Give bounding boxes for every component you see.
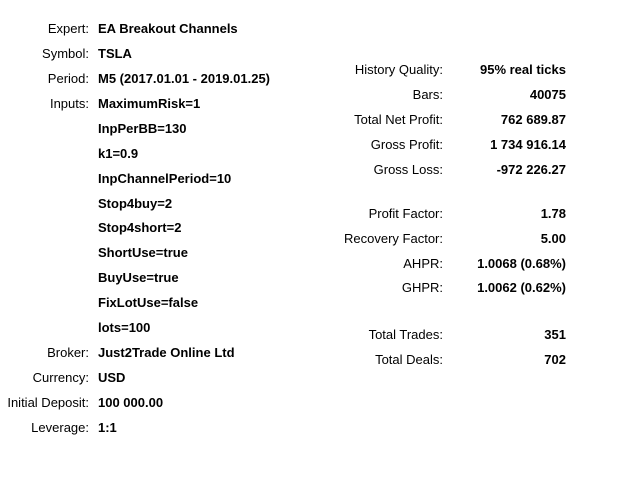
row-value: 5.00 — [540, 230, 566, 246]
settings-row — [0, 265, 270, 290]
row-value: InpChannelPeriod=10 — [98, 170, 232, 186]
settings-row — [0, 365, 270, 390]
settings-row — [0, 141, 270, 166]
row-label: Symbol: — [42, 45, 89, 61]
row-value: InpPerBB=130 — [98, 120, 187, 136]
row-label: Total Net Profit: — [354, 111, 443, 127]
results-row — [336, 157, 566, 182]
settings-row — [0, 216, 270, 241]
row-label: AHPR: — [403, 255, 443, 271]
settings-row — [0, 315, 270, 340]
row-value: Just2Trade Online Ltd — [98, 345, 235, 361]
settings-row — [0, 340, 270, 365]
settings-column — [0, 16, 270, 440]
row-value: 95% real ticks — [479, 61, 566, 77]
row-value: -972 226.27 — [496, 161, 566, 177]
settings-row — [0, 290, 270, 315]
settings-row — [0, 91, 270, 116]
settings-row — [0, 415, 270, 440]
row-label: Gross Loss: — [373, 161, 443, 177]
row-label: Broker: — [47, 345, 89, 361]
row-label: Recovery Factor: — [344, 230, 443, 246]
settings-row — [0, 166, 270, 191]
row-value: Stop4short=2 — [98, 220, 182, 236]
row-value: Stop4buy=2 — [98, 195, 173, 211]
results-column — [336, 57, 566, 372]
results-row — [336, 82, 566, 107]
results-row — [336, 201, 566, 226]
row-value: k1=0.9 — [98, 145, 139, 161]
row-value: 1.0068 (0.68%) — [477, 255, 566, 271]
row-label: Profit Factor: — [368, 205, 443, 221]
row-label: Bars: — [412, 86, 443, 102]
row-value: M5 (2017.01.01 - 2019.01.25) — [98, 70, 271, 86]
row-value: MaximumRisk=1 — [98, 95, 201, 111]
row-value: 351 — [544, 327, 566, 343]
row-label: Total Trades: — [368, 327, 443, 343]
row-value: 702 — [544, 352, 566, 368]
row-value: 1.78 — [540, 205, 566, 221]
settings-row — [0, 390, 270, 415]
row-value: lots=100 — [98, 320, 151, 336]
row-label: Initial Deposit: — [7, 395, 89, 411]
row-value: TSLA — [98, 45, 132, 61]
row-label: Currency: — [32, 370, 89, 386]
results-row — [336, 276, 566, 301]
settings-row — [0, 41, 270, 66]
row-label: History Quality: — [354, 61, 443, 77]
settings-row — [0, 240, 270, 265]
results-row — [336, 251, 566, 276]
row-value: FixLotUse=false — [98, 295, 199, 311]
row-value: 100 000.00 — [98, 395, 164, 411]
row-value: BuyUse=true — [98, 270, 179, 286]
settings-row — [0, 16, 270, 41]
row-value: 762 689.87 — [500, 111, 566, 127]
settings-row — [0, 116, 270, 141]
row-value: 40075 — [529, 86, 566, 102]
results-row — [336, 107, 566, 132]
settings-row — [0, 66, 270, 91]
settings-row — [0, 191, 270, 216]
row-label: Total Deals: — [375, 352, 443, 368]
row-label: GHPR: — [401, 280, 443, 296]
row-value: ShortUse=true — [98, 245, 188, 261]
row-label: Expert: — [47, 20, 89, 36]
row-label: Period: — [47, 70, 89, 86]
results-row — [336, 226, 566, 251]
results-row — [336, 347, 566, 372]
row-value: 1.0062 (0.62%) — [477, 280, 566, 296]
row-value: 1 734 916.14 — [490, 136, 566, 152]
results-row — [336, 322, 566, 347]
results-row — [336, 57, 566, 82]
results-group — [336, 201, 566, 301]
row-value: USD — [98, 370, 126, 386]
row-value: EA Breakout Channels — [98, 20, 238, 36]
results-row — [336, 132, 566, 157]
results-group — [336, 57, 566, 182]
results-group — [336, 322, 566, 372]
row-label: Inputs: — [49, 95, 89, 111]
row-label: Gross Profit: — [370, 136, 443, 152]
row-label: Leverage: — [31, 419, 89, 435]
row-value: 1:1 — [98, 419, 117, 435]
